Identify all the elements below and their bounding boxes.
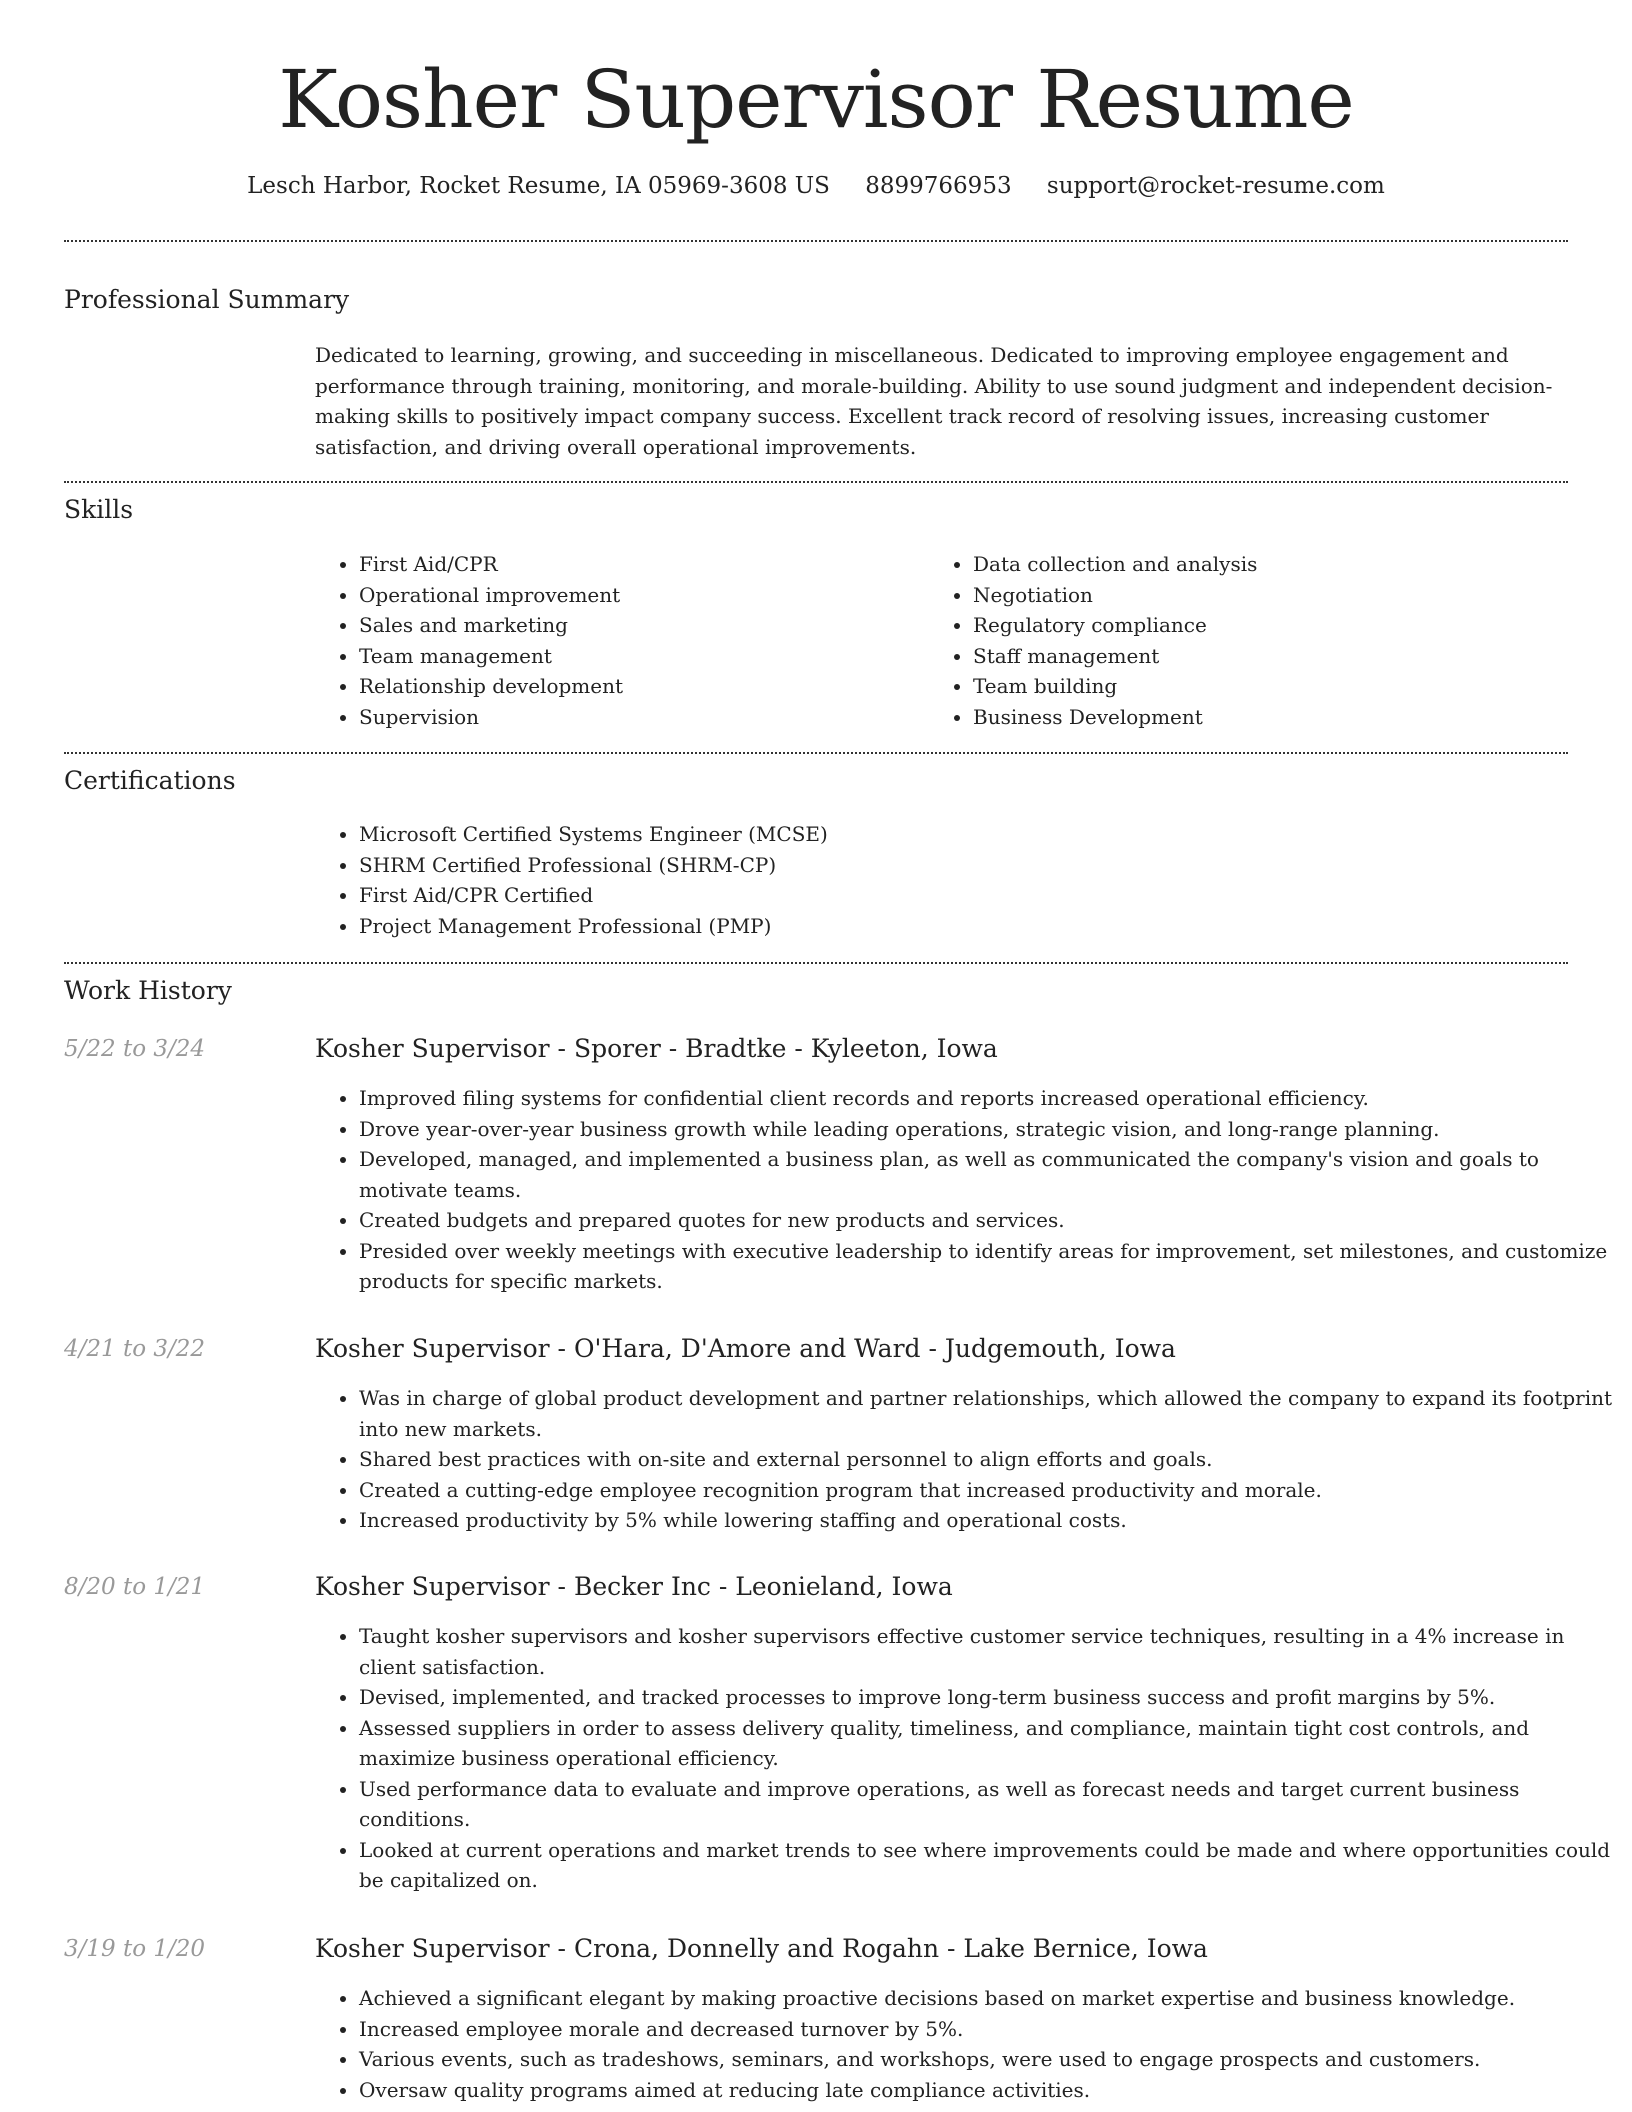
job-bullet: • Presided over weekly meetings with executive leadership to identify areas for improvement, set milestones, and customize products for specific markets. bbox=[359, 1236, 1614, 1297]
job-bullet: • Devised, implemented, and tracked processes to improve long-term business success and profit margins by 5%. bbox=[359, 1682, 1614, 1713]
skills-list-right bbox=[929, 549, 1573, 732]
skill-item: • Relationship development bbox=[359, 671, 919, 702]
skill-item: • Data collection and analysis bbox=[973, 549, 1573, 580]
job-bullet: • Assessed suppliers in order to assess delivery quality, timeliness, and compliance, maintain tight cost controls, and maximize business operational efficiency. bbox=[359, 1713, 1614, 1774]
job-bullets bbox=[315, 1083, 1614, 1297]
job-bullet: • Taught kosher supervisors and kosher supervisors effective customer service techniques, resulting in a 4% increase in client satisfaction. bbox=[359, 1621, 1614, 1682]
divider bbox=[64, 481, 1568, 483]
resume-title: Kosher Supervisor Resume bbox=[278, 53, 1354, 146]
skill-item: • Regulatory compliance bbox=[973, 610, 1573, 641]
skill-item: • Operational improvement bbox=[359, 580, 919, 611]
divider bbox=[64, 962, 1568, 964]
job-title: Kosher Supervisor - O'Hara, D'Amore and Ward - Judgemouth, Iowa bbox=[315, 1334, 1176, 1363]
section-title-certifications: Certifications bbox=[64, 766, 236, 795]
job-bullet: • Oversaw quality programs aimed at reducing late compliance activities. bbox=[359, 2075, 1614, 2106]
job-bullets bbox=[315, 1383, 1614, 1536]
summary-text: Dedicated to learning, growing, and succeeding in miscellaneous. Dedicated to improving employee engagement and performance through training, monitoring, and morale-building. Ability to use sound judgment and independent decision-making skills to positively impact company success. Excellent track record of resolving issues, increasing customer satisfaction, and driving overall operational improvements. bbox=[315, 343, 1553, 459]
job-bullet: • Increased employee morale and decreased turnover by 5%. bbox=[359, 2014, 1614, 2045]
job-bullets bbox=[315, 1983, 1614, 2105]
skill-item: • Sales and marketing bbox=[359, 610, 919, 641]
job-bullet: • Shared best practices with on-site and external personnel to align efforts and goals. bbox=[359, 1444, 1614, 1475]
skills-list-left bbox=[315, 549, 919, 732]
job-bullet: • Increased productivity by 5% while lowering staffing and operational costs. bbox=[359, 1505, 1614, 1536]
job-bullet: • Drove year-over-year business growth while leading operations, strategic vision, and long-range planning. bbox=[359, 1114, 1614, 1145]
job-bullet: • Used performance data to evaluate and improve operations, as well as forecast needs and target current business conditions. bbox=[359, 1774, 1614, 1835]
skill-item: • Negotiation bbox=[973, 580, 1573, 611]
job-bullet: • Was in charge of global product development and partner relationships, which allowed the company to expand its footprint into new markets. bbox=[359, 1383, 1614, 1444]
section-title-summary: Professional Summary bbox=[64, 285, 350, 314]
skill-item: • First Aid/CPR bbox=[359, 549, 919, 580]
job-dates: 5/22 to 3/24 bbox=[64, 1036, 206, 1062]
job-title: Kosher Supervisor - Sporer - Bradtke - Kyleeton, Iowa bbox=[315, 1034, 998, 1063]
job-bullets bbox=[315, 1621, 1614, 1896]
certification-item: • Project Management Professional (PMP) bbox=[359, 911, 1559, 942]
contact-line bbox=[0, 170, 1632, 202]
section-title-work-history: Work History bbox=[64, 976, 232, 1005]
job-title: Kosher Supervisor - Crona, Donnelly and Rogahn - Lake Bernice, Iowa bbox=[315, 1934, 1208, 1963]
skill-item: • Supervision bbox=[359, 702, 919, 733]
job-bullet: • Created a cutting-edge employee recognition program that increased productivity and morale. bbox=[359, 1475, 1614, 1506]
job-dates: 3/19 to 1/20 bbox=[64, 1936, 206, 1962]
contact-phone: 8899766953 bbox=[865, 173, 1012, 199]
certifications-list bbox=[315, 819, 1559, 941]
job-bullet: • Achieved a significant elegant by making proactive decisions based on market expertise and business knowledge. bbox=[359, 1983, 1614, 2014]
skill-item: • Staff management bbox=[973, 641, 1573, 672]
job-bullet: • Various events, such as tradeshows, seminars, and workshops, were used to engage prospects and customers. bbox=[359, 2044, 1614, 2075]
section-title-skills: Skills bbox=[64, 495, 134, 524]
job-bullet: • Created budgets and prepared quotes for new products and services. bbox=[359, 1205, 1614, 1236]
contact-email: support@rocket-resume.com bbox=[1046, 173, 1385, 199]
certification-item: • SHRM Certified Professional (SHRM-CP) bbox=[359, 850, 1559, 881]
job-bullet: • Developed, managed, and implemented a business plan, as well as communicated the company's vision and goals to motivate teams. bbox=[359, 1144, 1614, 1205]
divider bbox=[64, 752, 1568, 754]
job-dates: 8/20 to 1/21 bbox=[64, 1574, 206, 1600]
job-title: Kosher Supervisor - Becker Inc - Leonieland, Iowa bbox=[315, 1572, 953, 1601]
skill-item: • Team management bbox=[359, 641, 919, 672]
certification-item: • First Aid/CPR Certified bbox=[359, 880, 1559, 911]
job-bullet: • Improved filing systems for confidential client records and reports increased operational efficiency. bbox=[359, 1083, 1614, 1114]
contact-address: Lesch Harbor, Rocket Resume, IA 05969-3608 US bbox=[247, 173, 830, 199]
divider bbox=[64, 240, 1568, 242]
skill-item: • Business Development bbox=[973, 702, 1573, 733]
skill-item: • Team building bbox=[973, 671, 1573, 702]
job-dates: 4/21 to 3/22 bbox=[64, 1336, 206, 1362]
certification-item: • Microsoft Certified Systems Engineer (MCSE) bbox=[359, 819, 1559, 850]
job-bullet: • Looked at current operations and market trends to see where improvements could be made and where opportunities could be capitalized on. bbox=[359, 1835, 1614, 1896]
